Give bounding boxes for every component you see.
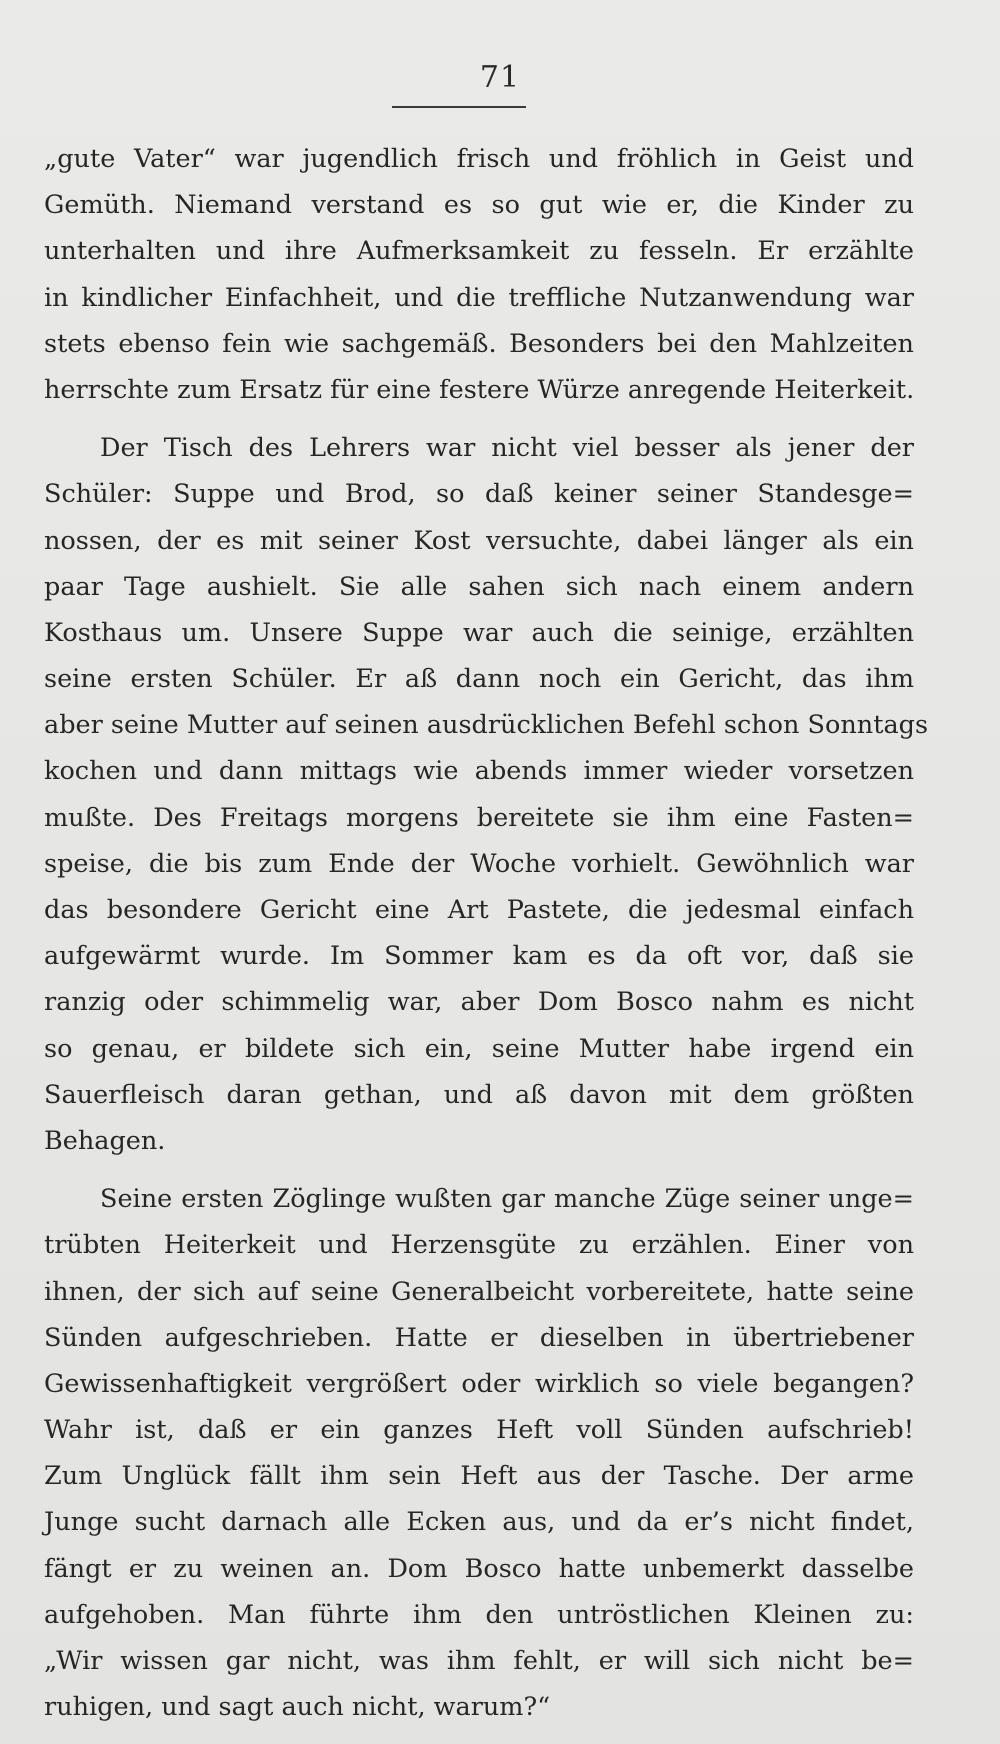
text-line: Wahr ist, daß er ein ganzes Heft voll Sünden aufschrieb! xyxy=(44,1415,914,1446)
text-line: Schüler: Suppe und Brod, so daß keiner seiner Standesge= xyxy=(44,479,914,510)
text-line: fängt er zu weinen an. Dom Bosco hatte unbemerkt dasselbe xyxy=(44,1553,914,1584)
text-line: ihnen, der sich auf seine Generalbeicht vorbereitete, hatte seine xyxy=(44,1276,914,1307)
text-line: ruhigen, und sagt auch nicht, warum?“ xyxy=(44,1692,551,1723)
text-line: Der Tisch des Lehrers war nicht viel besser als jener der xyxy=(100,433,914,464)
text-line: speise, die bis zum Ende der Woche vorhielt. Gewöhnlich war xyxy=(44,848,914,879)
paragraph xyxy=(44,136,914,413)
text-line: aber seine Mutter auf seinen ausdrücklichen Befehl schon Sonntags xyxy=(44,710,929,741)
text-line: mußte. Des Freitags morgens bereitete sie ihm eine Fasten= xyxy=(44,802,914,833)
body-text xyxy=(44,136,929,1730)
text-line: unterhalten und ihre Aufmerksamkeit zu fesseln. Er erzählte xyxy=(44,236,914,267)
text-line: nossen, der es mit seiner Kost versuchte, dabei länger als ein xyxy=(44,525,914,556)
paragraph-gap xyxy=(44,1164,914,1176)
page-number: 71 xyxy=(479,60,521,95)
text-line: paar Tage aushielt. Sie alle sahen sich nach einem andern xyxy=(44,571,914,602)
text-line: Zum Unglück fällt ihm sein Heft aus der Tasche. Der arme xyxy=(44,1461,914,1492)
text-line: Kosthaus um. Unsere Suppe war auch die seinige, erzählten xyxy=(44,617,914,648)
text-line: Gewissenhaftigkeit vergrößert oder wirklich so viele begangen? xyxy=(44,1368,914,1399)
text-line: Sünden aufgeschrieben. Hatte er dieselben in übertriebener xyxy=(44,1322,914,1353)
text-line: Sauerfleisch daran gethan, und aß davon mit dem größten xyxy=(44,1079,914,1110)
text-line: stets ebenso fein wie sachgemäß. Besonders bei den Mahlzeiten xyxy=(44,328,914,359)
paragraph xyxy=(44,425,929,1164)
text-line: Behagen. xyxy=(44,1125,166,1156)
text-line: das besondere Gericht eine Art Pastete, die jedesmal einfach xyxy=(44,895,914,925)
text-line: in kindlicher Einfachheit, und die treffliche Nutzanwendung war xyxy=(44,282,914,313)
text-line: ranzig oder schimmelig war, aber Dom Bosco nahm es nicht xyxy=(44,987,914,1018)
paragraph xyxy=(44,1176,914,1730)
text-line: „gute Vater“ war jugendlich frisch und fröhlich in Geist und xyxy=(44,144,914,174)
text-line: aufgehoben. Man führte ihm den untröstlichen Kleinen zu: xyxy=(44,1599,914,1630)
text-line: so genau, er bildete sich ein, seine Mutter habe irgend ein xyxy=(44,1033,914,1064)
paragraph-gap xyxy=(44,413,914,425)
text-line: Junge sucht darnach alle Ecken aus, und da er’s nicht findet, xyxy=(44,1507,914,1538)
text-line: herrschte zum Ersatz für eine festere Würze anregende Heiterkeit. xyxy=(44,374,915,405)
text-line: Seine ersten Zöglinge wußten gar manche Züge seiner unge= xyxy=(100,1184,914,1215)
text-line: kochen und dann mittags wie abends immer wieder vorsetzen xyxy=(44,756,914,787)
text-line: aufgewärmt wurde. Im Sommer kam es da oft vor, daß sie xyxy=(44,941,914,972)
text-line: „Wir wissen gar nicht, was ihm fehlt, er will sich nicht be= xyxy=(44,1646,914,1676)
text-line: trübten Heiterkeit und Herzensgüte zu erzählen. Einer von xyxy=(44,1230,914,1261)
text-line: Gemüth. Niemand verstand es so gut wie er, die Kinder zu xyxy=(44,190,914,221)
text-line: seine ersten Schüler. Er aß dann noch ein Gericht, das ihm xyxy=(44,664,914,695)
header-rule xyxy=(392,106,526,108)
